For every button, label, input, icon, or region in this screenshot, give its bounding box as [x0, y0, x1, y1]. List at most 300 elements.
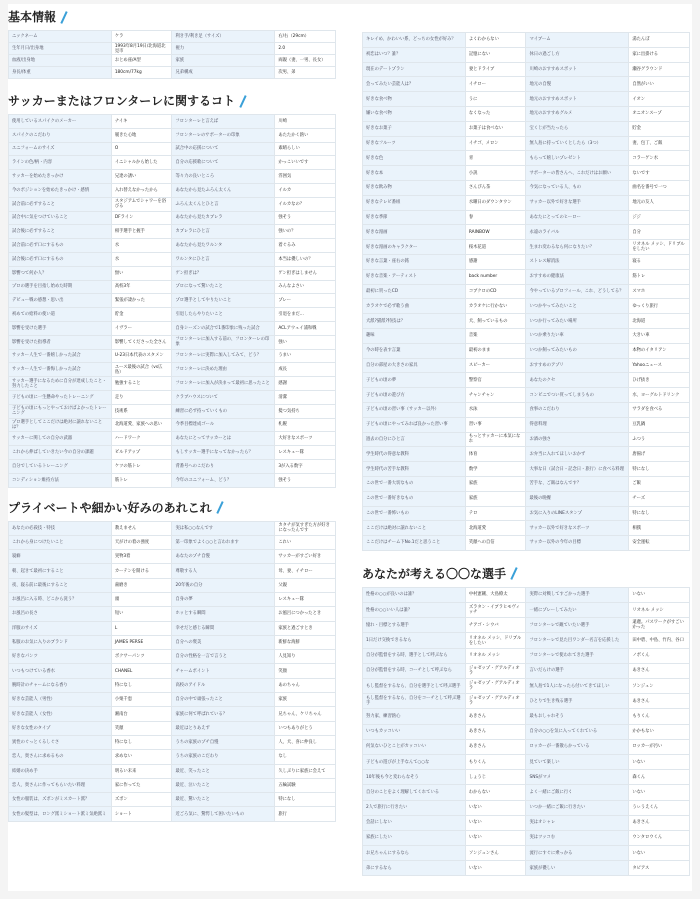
- question-cell: ホッとする瞬間: [172, 607, 275, 621]
- question-cell: 今年のユニフォーム、どう？: [172, 473, 275, 487]
- answer-cell: 影響してくださった全さん: [111, 335, 172, 349]
- question-cell: フロンターレに決めた理由: [172, 363, 275, 377]
- table-row: [363, 373, 690, 388]
- question-cell: 最後の晩餐: [526, 491, 629, 506]
- answer-cell: ソンジュンさん: [465, 846, 526, 861]
- question-cell: 利き手/利き足（サイズ）: [172, 31, 275, 43]
- question-cell: デビュー戦の感想・思い出: [9, 294, 112, 308]
- answer-cell: 1993年8月19日/北海道北見市: [111, 43, 172, 55]
- section-title: あなたが考える〇〇な選手: [362, 566, 507, 581]
- answer-cell: うに: [465, 92, 526, 107]
- answer-cell: Yahooニュース: [629, 358, 690, 373]
- table-row: [363, 77, 690, 92]
- question-cell: 川崎のおすすめスポット: [526, 62, 629, 77]
- answer-cell: 桜木花道: [465, 240, 526, 255]
- table-row: [363, 417, 690, 432]
- answer-cell: 短い: [111, 607, 172, 621]
- question-cell: 過去の自分にひと言: [363, 432, 466, 447]
- table-row: [363, 830, 690, 845]
- table-row: [9, 764, 336, 778]
- answer-cell: ソンジュン: [629, 679, 690, 694]
- table-row: [363, 151, 690, 166]
- info-table: [8, 30, 336, 79]
- answer-cell: ご飯: [629, 476, 690, 491]
- table-row: [9, 349, 336, 363]
- answer-cell: 唐揚げ: [629, 447, 690, 462]
- answer-cell: ユース最後の試合（vs広島）: [111, 363, 172, 377]
- question-cell: 見ていて楽しい: [526, 754, 629, 769]
- answer-cell: 感謝: [275, 377, 336, 391]
- answer-cell: 父親: [275, 578, 336, 592]
- question-cell: 女性の服装は、ズボンがミスカート派？: [9, 793, 112, 807]
- answer-cell: 3が入る数字: [275, 459, 336, 473]
- question-cell: ユニフォームのサイズ: [9, 142, 112, 156]
- info-table: [362, 587, 690, 877]
- question-cell: 性格の○○が良いのは誰？: [363, 587, 466, 602]
- answer-cell: あたたかく熱い: [275, 128, 336, 142]
- question-cell: 無人島で1人になったら付いてきてほしい: [526, 679, 629, 694]
- question-cell: 影響を受けた選手: [9, 321, 112, 335]
- table-row: [363, 195, 690, 210]
- section-heading: [362, 565, 690, 583]
- question-cell: 地元の自慢: [526, 77, 629, 92]
- question-cell: 試合中に気をつけていること: [9, 211, 112, 225]
- question-cell: 今やっているプロフィール、これ、どうしてる？: [526, 284, 629, 299]
- question-cell: 無人島に持っていくとしたら（3つ）: [526, 136, 629, 151]
- question-cell: サッカー以外で好きなスポーツ: [526, 521, 629, 536]
- table-row: [9, 156, 336, 170]
- question-cell: この世で一番大切なもの: [363, 476, 466, 491]
- question-cell: 自分が監督をする時、選手として呼ぶなら: [363, 648, 466, 663]
- table-row: [363, 47, 690, 62]
- question-cell: 練習に必ず持っていくもの: [172, 404, 275, 418]
- answer-cell: カラオケに行かない: [465, 299, 526, 314]
- question-cell: 好きな季節: [363, 210, 466, 225]
- question-cell: ラインの色/柄・内容: [9, 156, 112, 170]
- table-row: [363, 254, 690, 269]
- question-cell: 恋人、奥さんに作ってもらいたい料理: [9, 778, 112, 792]
- table-row: [9, 535, 336, 549]
- question-cell: 食事のこだわり: [526, 402, 629, 417]
- question-cell: 家族: [172, 55, 275, 67]
- answer-cell: 川崎: [275, 115, 336, 129]
- question-cell: コンディション維持方法: [9, 473, 112, 487]
- question-cell: 好きなパンツ: [9, 650, 112, 664]
- answer-cell: タピアス: [629, 861, 690, 876]
- table-row: [9, 142, 336, 156]
- answer-cell: 強い: [275, 335, 336, 349]
- answer-cell: お菓子は食べない: [465, 121, 526, 136]
- question-cell: スパイクのこだわり: [9, 128, 112, 142]
- table-row: [363, 328, 690, 343]
- question-cell: お風呂に入る時、どこから洗う？: [9, 593, 112, 607]
- question-cell: 子どもの頃に一生懸命やったトレーニング: [9, 390, 112, 404]
- answer-cell: 清潔: [275, 390, 336, 404]
- answer-cell: うまい: [275, 349, 336, 363]
- table-row: [363, 861, 690, 876]
- answer-cell: テロ: [465, 506, 526, 521]
- answer-cell: 緊張が凄かった: [111, 294, 172, 308]
- answer-cell: サッカーがすごい好き: [275, 550, 336, 564]
- question-cell: 使用しているスパイクのメーカー: [9, 115, 112, 129]
- answer-cell: いない: [465, 830, 526, 845]
- question-cell: ふろん太くんとひと言: [172, 197, 275, 211]
- answer-cell: 笑顔: [275, 664, 336, 678]
- answer-cell: よくわからない: [465, 33, 526, 48]
- answer-cell: 中村憲剛、大島僚太: [465, 587, 526, 602]
- question-cell: 好きな漫画のキャラクター: [363, 240, 466, 255]
- question-cell: 自分が監督をする時、コーチとして呼ぶなら: [363, 663, 466, 678]
- table-row: [363, 491, 690, 506]
- question-cell: 好きな本: [363, 166, 466, 181]
- answer-cell: ビルドアップ: [111, 446, 172, 460]
- answer-cell: レスキュー隊: [275, 446, 336, 460]
- question-cell: 夜、寝る前に最後にすること: [9, 578, 112, 592]
- answer-cell: ウンタロウくん: [629, 830, 690, 845]
- table-row: [9, 459, 336, 473]
- answer-cell: CHANEL: [111, 664, 172, 678]
- answer-cell: ジョゼップ・グアルディオラ: [465, 663, 526, 678]
- question-cell: 実はオシャレ: [526, 815, 629, 830]
- answer-cell: 安全運転: [629, 536, 690, 551]
- question-cell: 試合前に必ず口にするもの: [9, 239, 112, 253]
- table-row: [9, 578, 336, 592]
- answer-cell: ショート: [111, 807, 172, 821]
- table-row: [363, 136, 690, 151]
- question-cell: 自分のことをよく理解してくれている: [363, 785, 466, 800]
- question-cell: フロンターレで観ていたい選手: [526, 618, 629, 633]
- table-row: [9, 115, 336, 129]
- answer-cell: 旅行: [275, 807, 336, 821]
- question-cell: フロンターレに加入する前の、フロンターレの印象: [172, 335, 275, 349]
- players-section: [362, 565, 690, 877]
- question-cell: キレイめ、かわいい系、どっちの女性が好み？: [363, 33, 466, 48]
- answer-cell: 北海道愛、家族への思い: [111, 418, 172, 432]
- question-cell: 子どもの頃の遊び方: [363, 388, 466, 403]
- answer-cell: 勉強すること: [111, 377, 172, 391]
- question-cell: サッカー選手になるために自分が達成したこと・努力したこと: [9, 377, 112, 391]
- answer-cell: 青: [465, 151, 526, 166]
- answer-cell: 特になし: [629, 506, 690, 521]
- question-cell: 実際に対戦してすごかった選手: [526, 587, 629, 602]
- table-row: [9, 593, 336, 607]
- answer-cell: 人見知り: [275, 650, 336, 664]
- answer-cell: レスキュー隊: [275, 593, 336, 607]
- table-row: [9, 446, 336, 460]
- table-row: [363, 388, 690, 403]
- answer-cell: 引退をまだ...: [275, 308, 336, 322]
- table-row: [9, 693, 336, 707]
- answer-cell: サラダを食べる: [629, 402, 690, 417]
- table-row: [363, 33, 690, 48]
- soccer-section: [8, 92, 336, 488]
- answer-cell: 次男、弟: [275, 67, 336, 79]
- answer-cell: 高校3年: [111, 280, 172, 294]
- answer-cell: 遠慮。パスワークがすごいかった: [629, 618, 690, 633]
- answer-cell: チアゴ・シウバ: [465, 618, 526, 633]
- table-row: [9, 377, 336, 391]
- question-cell: いつか一緒にご飯に行きたい: [526, 800, 629, 815]
- question-cell: あなたのクセ: [526, 373, 629, 388]
- question-cell: サッカー以外の今年の目標: [526, 536, 629, 551]
- answer-cell: 右/右（29cm）: [275, 31, 336, 43]
- question-cell: フロンターレに実際に加入してみて、どう？: [172, 349, 275, 363]
- answer-cell: JAMES PERSE: [111, 635, 172, 649]
- answer-cell: 最初のまま: [465, 343, 526, 358]
- question-cell: 最近、驚いたこと: [172, 793, 275, 807]
- table-row: [9, 432, 336, 446]
- answer-cell: あきさん: [629, 694, 690, 709]
- question-cell: もしサッカー選手になってなかったら？: [172, 446, 275, 460]
- question-cell: クラブハウスについて: [172, 390, 275, 404]
- table-row: [9, 793, 336, 807]
- answer-cell: しょうじ: [465, 770, 526, 785]
- answer-cell: 札幌: [275, 418, 336, 432]
- question-cell: 苦手な、ご飯はなんです？: [526, 476, 629, 491]
- question-cell: 結婚の決め手: [9, 764, 112, 778]
- question-cell: 試合前に必ずすること: [9, 197, 112, 211]
- answer-cell: DFライン: [111, 211, 172, 225]
- answer-cell: 相撲: [629, 521, 690, 536]
- question-cell: 自分の性格を一言で言うと: [172, 650, 275, 664]
- question-cell: 1日だけ交換できるなら: [363, 633, 466, 648]
- question-cell: 私服のお気に入りのブランド: [9, 635, 112, 649]
- table-row: [9, 128, 336, 142]
- answer-cell: カーテンを開ける: [111, 564, 172, 578]
- answer-cell: なくなった: [465, 106, 526, 121]
- answer-cell: 田中碧、中島、竹内、谷口: [629, 633, 690, 648]
- answer-cell: あのちゃん: [275, 678, 336, 692]
- answer-cell: 家に作ってた: [111, 778, 172, 792]
- question-cell: この世で一番怖いもの: [363, 506, 466, 521]
- section-heading: [8, 499, 336, 517]
- question-cell: プロ選手としてここだけは絶対に譲れないことは？: [9, 418, 112, 432]
- question-cell: 兄弟構成: [172, 67, 275, 79]
- question-cell: いつかやってみたいこと: [526, 299, 629, 314]
- question-cell: 朝、起きて最初にすること: [9, 564, 112, 578]
- answer-cell: いない: [629, 846, 690, 861]
- answer-cell: ゆっくり旅行: [629, 299, 690, 314]
- profile-page: [8, 4, 692, 891]
- question-cell: あなたから見たふろん太くん: [172, 183, 275, 197]
- table-row: [363, 462, 690, 477]
- answer-cell: 体育: [465, 447, 526, 462]
- question-cell: 言いだらけの選手: [526, 663, 629, 678]
- question-cell: ストレス解消法: [526, 254, 629, 269]
- answer-cell: ジジ: [629, 210, 690, 225]
- answer-cell: 曲名を番号で一つ: [629, 180, 690, 195]
- question-cell: おすすめのアプリ: [526, 358, 629, 373]
- question-cell: ここだけは絶対に譲れないこと: [363, 521, 466, 536]
- answer-cell: L: [111, 621, 172, 635]
- question-cell: 最近はとりあえず: [172, 721, 275, 735]
- question-cell: 地元のおすすめグルメ: [526, 106, 629, 121]
- answer-cell: お風呂につかったとき: [275, 607, 336, 621]
- question-cell: お気に入りのLINEスタンプ: [526, 506, 629, 521]
- question-cell: いつもカッコいい: [363, 724, 466, 739]
- answer-cell: リオネル メッシ、ドリブルをしたい: [465, 633, 526, 648]
- table-row: [9, 225, 336, 239]
- answer-cell: 家族: [275, 693, 336, 707]
- question-cell: これから伸ばしていきたい今の自分の課題: [9, 446, 112, 460]
- table-row: [363, 603, 690, 618]
- question-cell: 流行にすぐに乗っかる: [526, 846, 629, 861]
- answer-cell: 北海道愛: [465, 521, 526, 536]
- answer-cell: 妻、包丁、ご飯: [629, 136, 690, 151]
- question-cell: 好きな芸能人（男性）: [9, 693, 112, 707]
- answer-cell: ハードワーク: [111, 432, 172, 446]
- table-row: [9, 664, 336, 678]
- table-row: [9, 607, 336, 621]
- table-row: [9, 807, 336, 821]
- question-cell: 実は私○○なんです: [172, 521, 275, 535]
- answer-cell: ロッカーが汚い: [629, 739, 690, 754]
- table-row: [9, 183, 336, 197]
- answer-cell: わからない: [465, 785, 526, 800]
- table-row: [9, 564, 336, 578]
- question-cell: 大事な日（試合日・記念日・旅行）に食べる料理: [526, 462, 629, 477]
- answer-cell: いない: [465, 800, 526, 815]
- question-cell: サッカー以外で好きな選手: [526, 195, 629, 210]
- answer-cell: もっとサッカーに本気になれ: [465, 432, 526, 447]
- question-cell: フロンターレで使われてきた選手: [526, 648, 629, 663]
- answer-cell: 湯たんぽ: [629, 33, 690, 48]
- question-cell: 好きな女性のタイプ: [9, 721, 112, 735]
- question-cell: ゲン担ぎは？: [172, 266, 275, 280]
- right-column: [362, 4, 690, 876]
- question-cell: プロの選手を目指し始めた時期: [9, 280, 112, 294]
- question-cell: 好きな食べ物: [363, 92, 466, 107]
- answer-cell: 豆乳鍋: [629, 417, 690, 432]
- question-cell: 好きな飲み物: [363, 180, 466, 195]
- question-cell: 初めての給料の使い道: [9, 308, 112, 322]
- table-row: [363, 846, 690, 861]
- answer-cell: あきさん: [629, 663, 690, 678]
- answer-cell: 特になし: [111, 735, 172, 749]
- table-row: [363, 180, 690, 195]
- question-cell: 一緒にプレーしてみたい: [526, 603, 629, 618]
- table-row: [9, 621, 336, 635]
- answer-cell: ジョゼップ・グアルディオラ: [465, 694, 526, 709]
- answer-cell: 特になし: [275, 793, 336, 807]
- question-cell: 子どもの頃の習い事（サッカー以外）: [363, 402, 466, 417]
- answer-cell: 成長: [275, 363, 336, 377]
- question-cell: 異性のぐっとくるしぐさ: [9, 735, 112, 749]
- answer-cell: ケラ: [111, 31, 172, 43]
- answer-cell: ACLアウェイ浦和戦: [275, 321, 336, 335]
- question-cell: サッカー人生で一番嬉しかった試合: [9, 349, 112, 363]
- table-row: [9, 678, 336, 692]
- answer-cell: 北海道: [629, 314, 690, 329]
- question-cell: お弁当に入れてほしいおかず: [526, 447, 629, 462]
- question-cell: 今気になっている人、もの: [526, 180, 629, 195]
- table-row: [363, 92, 690, 107]
- question-cell: フロンターレに加入が決まって最初に思ったこと: [172, 377, 275, 391]
- question-cell: 自分の中で頑張ったこと: [172, 693, 275, 707]
- question-cell: コンビニでつい買ってしまうもの: [526, 388, 629, 403]
- answer-cell: ズラタン・イブラヒモヴィッチ: [465, 603, 526, 618]
- table-row: [363, 663, 690, 678]
- question-cell: 好きな漫画: [363, 225, 466, 240]
- answer-cell: 五輪試験: [275, 778, 336, 792]
- answer-cell: 筋トレ: [111, 473, 172, 487]
- answer-cell: 人、犬、喜に仲良し: [275, 735, 336, 749]
- answer-cell: 水泳: [465, 402, 526, 417]
- question-cell: マイブーム: [526, 33, 629, 48]
- answer-cell: イチゴ、メロン: [465, 136, 526, 151]
- table-row: [363, 536, 690, 551]
- answer-cell: カタチが気すぎた方が好きになったんです: [275, 521, 336, 535]
- table-row: [363, 694, 690, 709]
- answer-cell: プレー: [275, 294, 336, 308]
- question-cell: 幸せだと感じる瞬間: [172, 621, 275, 635]
- question-cell: 今の時を表す言葉: [363, 343, 466, 358]
- question-cell: ひとりで生き残る選手: [526, 694, 629, 709]
- answer-cell: 森くん: [629, 770, 690, 785]
- answer-cell: 180cm/77kg: [111, 67, 172, 79]
- answer-cell: 強そう: [275, 211, 336, 225]
- question-cell: これから身につけたいこと: [9, 535, 112, 549]
- question-cell: サッカーを始めたきっかけ: [9, 170, 112, 184]
- answer-cell: イオン: [629, 92, 690, 107]
- table-row: [363, 587, 690, 602]
- table-row: [363, 402, 690, 417]
- question-cell: ニックネーム: [9, 31, 112, 43]
- question-cell: 生年月日/出身地: [9, 43, 112, 55]
- answer-cell: ひげ抜き: [629, 373, 690, 388]
- question-cell: 女性の髪型は、ロング派ミショート派ミ気絶派ミ: [9, 807, 112, 821]
- answer-cell: 久しぶりに家族に会えて: [275, 764, 336, 778]
- answer-cell: オニオンスープ: [629, 106, 690, 121]
- question-cell: チャームポイント: [172, 664, 275, 678]
- accent-slash-icon: [216, 501, 223, 514]
- table-row: [363, 121, 690, 136]
- table-row: [9, 635, 336, 649]
- answer-cell: 瀬谷グラウンド: [629, 62, 690, 77]
- table-row: [9, 418, 336, 432]
- table-row: [363, 476, 690, 491]
- table-row: [9, 550, 336, 564]
- answer-cell: 本当は優しいの？: [275, 252, 336, 266]
- table-row: [363, 800, 690, 815]
- question-cell: 子どもの頃の夢: [363, 373, 466, 388]
- table-row: [9, 390, 336, 404]
- answer-cell: 家に出掛ける: [629, 47, 690, 62]
- table-row: [9, 252, 336, 266]
- answer-cell: U-23日本代表のスタメン: [111, 349, 172, 363]
- question-cell: お風呂の長さ: [9, 607, 112, 621]
- answer-cell: 特になし: [629, 462, 690, 477]
- table-row: [363, 785, 690, 800]
- answer-cell: ゲン担ぎはしません: [275, 266, 336, 280]
- answer-cell: 水、ヨーグルトドリンク: [629, 388, 690, 403]
- question-cell: フロンターレで見た目ワンダー名言を応援した: [526, 633, 629, 648]
- answer-cell: 小栗千恵: [111, 693, 172, 707]
- question-cell: 2人で旅行に行きたい: [363, 800, 466, 815]
- answer-cell: ズボン: [111, 793, 172, 807]
- question-cell: ワルンタにひと言: [172, 252, 275, 266]
- table-row: [363, 770, 690, 785]
- answer-cell: 筋トレ: [629, 269, 690, 284]
- question-cell: 好きな音楽・アーティスト: [363, 269, 466, 284]
- table-row: [9, 521, 336, 535]
- question-cell: 休日の過ごし方: [526, 47, 629, 62]
- answer-cell: うぃうえくん: [629, 800, 690, 815]
- table-row: [363, 633, 690, 648]
- answer-cell: 水: [111, 239, 172, 253]
- question-cell: 腕時計のチャームになる香り: [9, 678, 112, 692]
- answer-cell: 犬、飼っているもの: [465, 314, 526, 329]
